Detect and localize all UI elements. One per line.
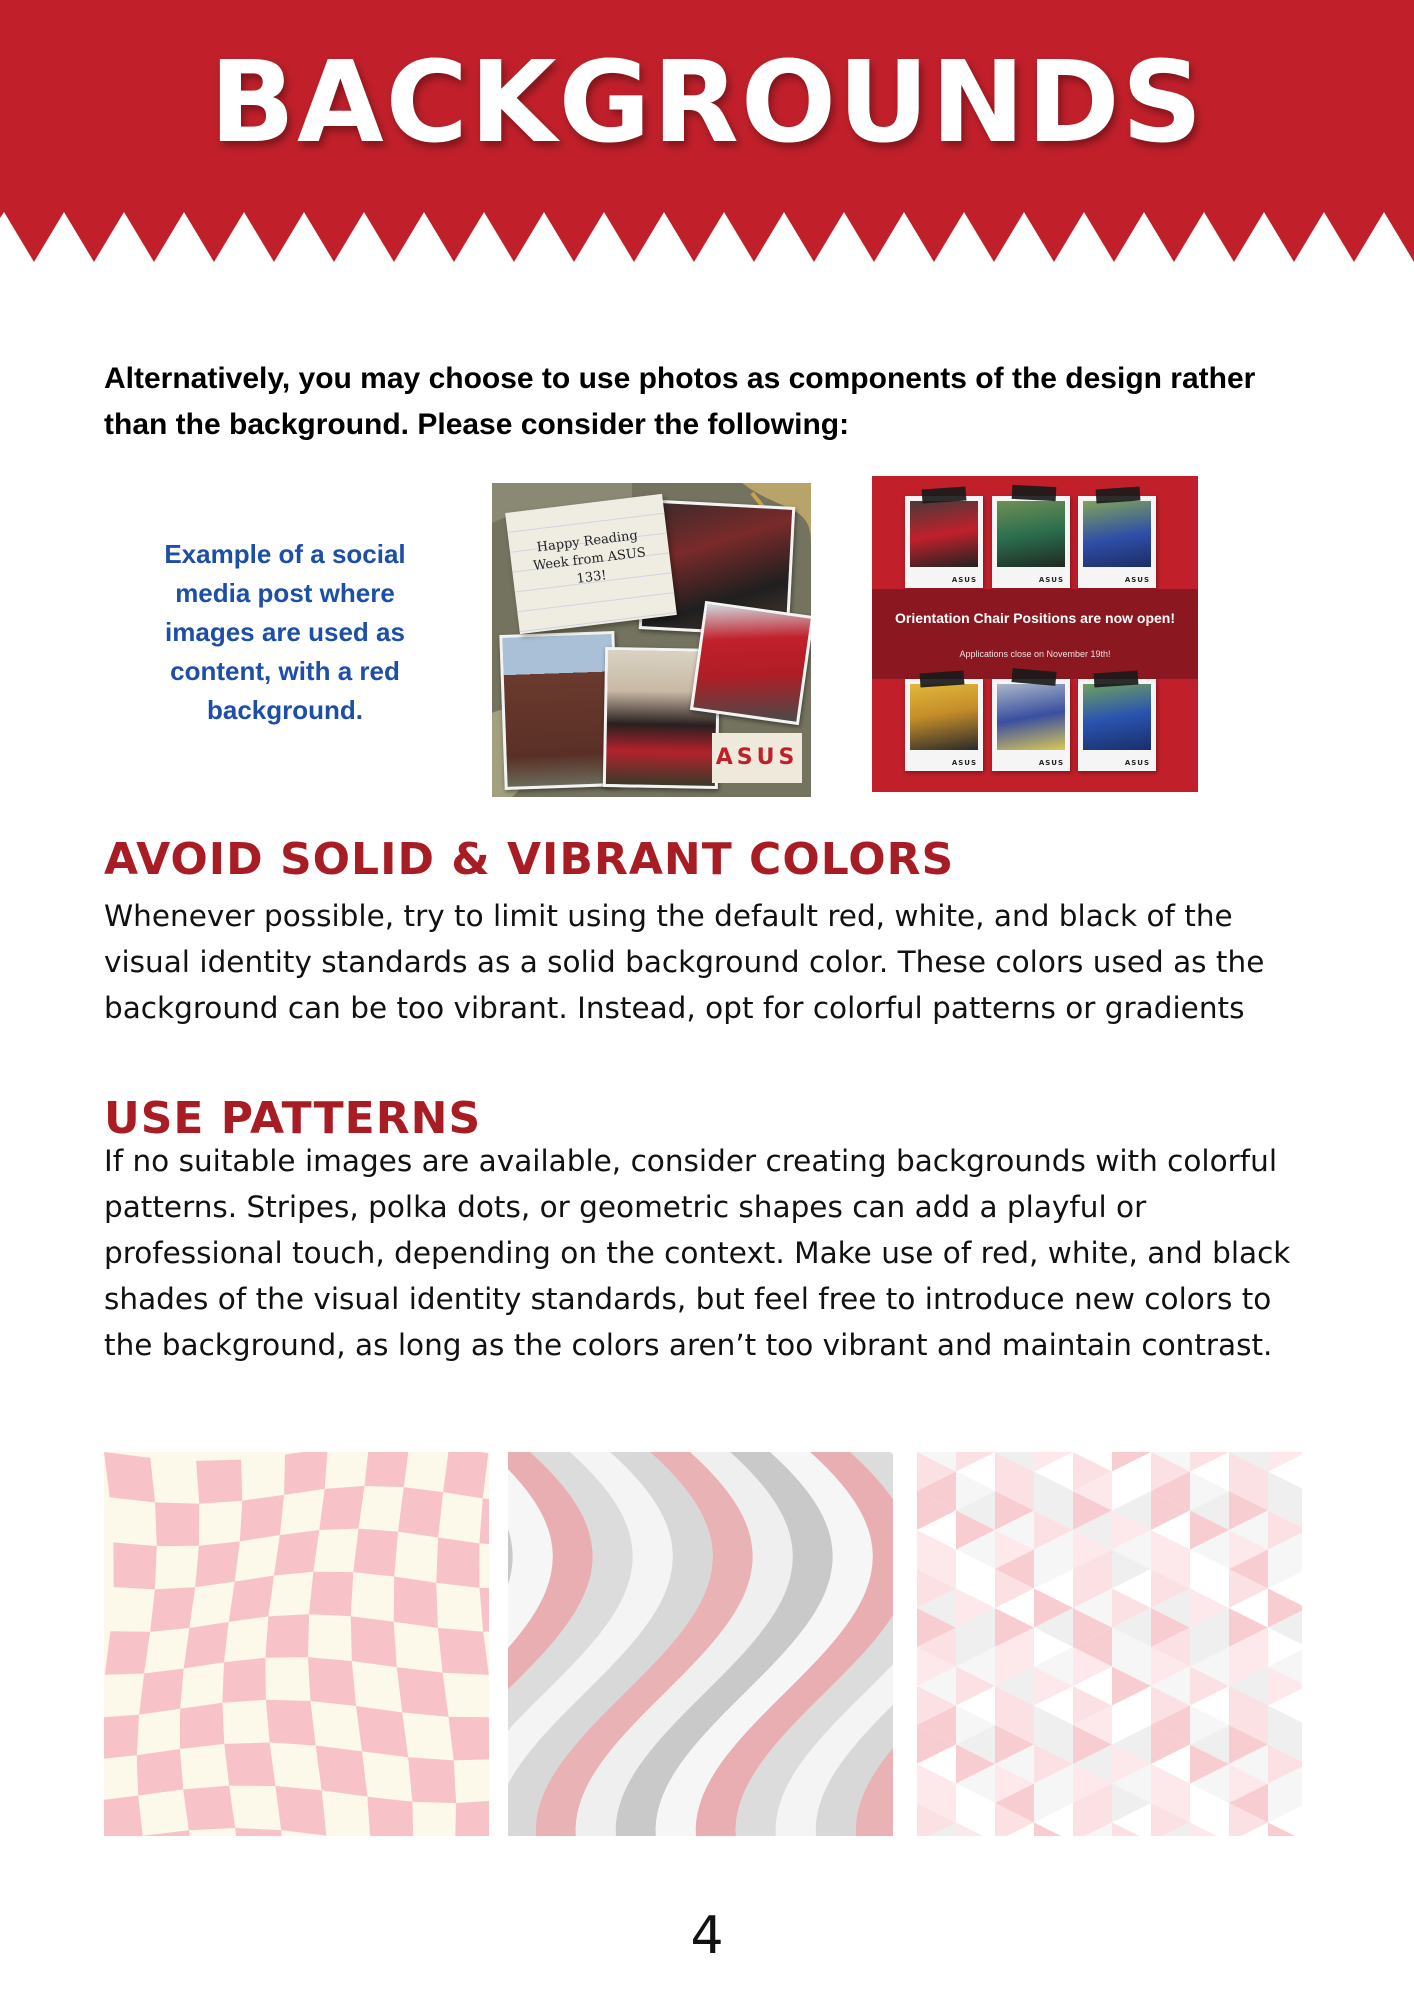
wavy-checkerboard-art bbox=[104, 1452, 489, 1836]
pattern-sample-wavy-stripes bbox=[508, 1452, 893, 1836]
polaroid-label: ASUS bbox=[951, 759, 977, 767]
page-number: 4 bbox=[690, 1906, 724, 1966]
polaroid-photo bbox=[992, 496, 1070, 588]
heading-use-patterns: USE PATTERNS bbox=[104, 1093, 482, 1144]
intro-text: Alternatively, you may choose to use photos as components of the design rather than the background. Please consider the following: bbox=[104, 362, 1256, 441]
polaroid-photo bbox=[905, 496, 983, 588]
chevron-triangles-art bbox=[917, 1452, 1302, 1836]
photo-house bbox=[499, 631, 619, 790]
header-banner bbox=[0, 0, 1414, 262]
polaroid-label: ASUS bbox=[1038, 576, 1064, 584]
announcement-subtitle: Applications close on November 19th! bbox=[959, 649, 1111, 659]
tape-strip bbox=[1012, 485, 1057, 501]
pattern-sample-chevron bbox=[917, 1452, 1302, 1836]
body-use-patterns: If no suitable images are available, consider creating backgrounds with colorful patterns. Stripes, polka dots, or geometric shapes can add a playful or professional touch, depending on the context. Make use of red, white, and black shades of the visual identity standards, but feel free to introduce new colors to the background, as long as the colors aren’t too vibrant and maintain contrast. bbox=[104, 1144, 1291, 1362]
announcement-title: Orientation Chair Positions are now open! bbox=[894, 610, 1176, 626]
body-avoid-solid-colors: Whenever possible, try to limit using the default red, white, and black of the visual identity standards as a solid background color. These colors used as the background can be too vibrant. Instead, opt for colorful patterns or gradients bbox=[104, 899, 1265, 1025]
polaroid-label: ASUS bbox=[1038, 759, 1064, 767]
polaroid-label: ASUS bbox=[951, 576, 977, 584]
announcement-banner bbox=[872, 589, 1198, 679]
heading-avoid-solid-colors: AVOID SOLID & VIBRANT COLORS bbox=[104, 834, 955, 885]
pattern-sample-checkerboard bbox=[104, 1452, 489, 1836]
polaroid-photo bbox=[1078, 496, 1156, 588]
polaroid-photo bbox=[992, 679, 1070, 771]
polaroid-photo bbox=[905, 679, 983, 771]
polaroid-label: ASUS bbox=[1124, 576, 1150, 584]
reading-week-note bbox=[505, 494, 677, 634]
example-caption: Example of a social media post where images are used as content, with a red background. bbox=[164, 539, 406, 725]
photo-red-tent bbox=[690, 601, 811, 725]
asus-tag: ASUS bbox=[712, 733, 802, 783]
wavy-stripes-art bbox=[508, 1452, 893, 1836]
example-post-reading-week bbox=[492, 483, 811, 797]
polaroid-label: ASUS bbox=[1124, 759, 1150, 767]
polaroid-photo bbox=[1078, 679, 1156, 771]
reading-week-note-text: Happy Reading Week from ASUS 133! bbox=[532, 528, 647, 587]
page-title: BACKGROUNDS bbox=[209, 38, 1205, 168]
example-post-orientation bbox=[872, 476, 1198, 792]
